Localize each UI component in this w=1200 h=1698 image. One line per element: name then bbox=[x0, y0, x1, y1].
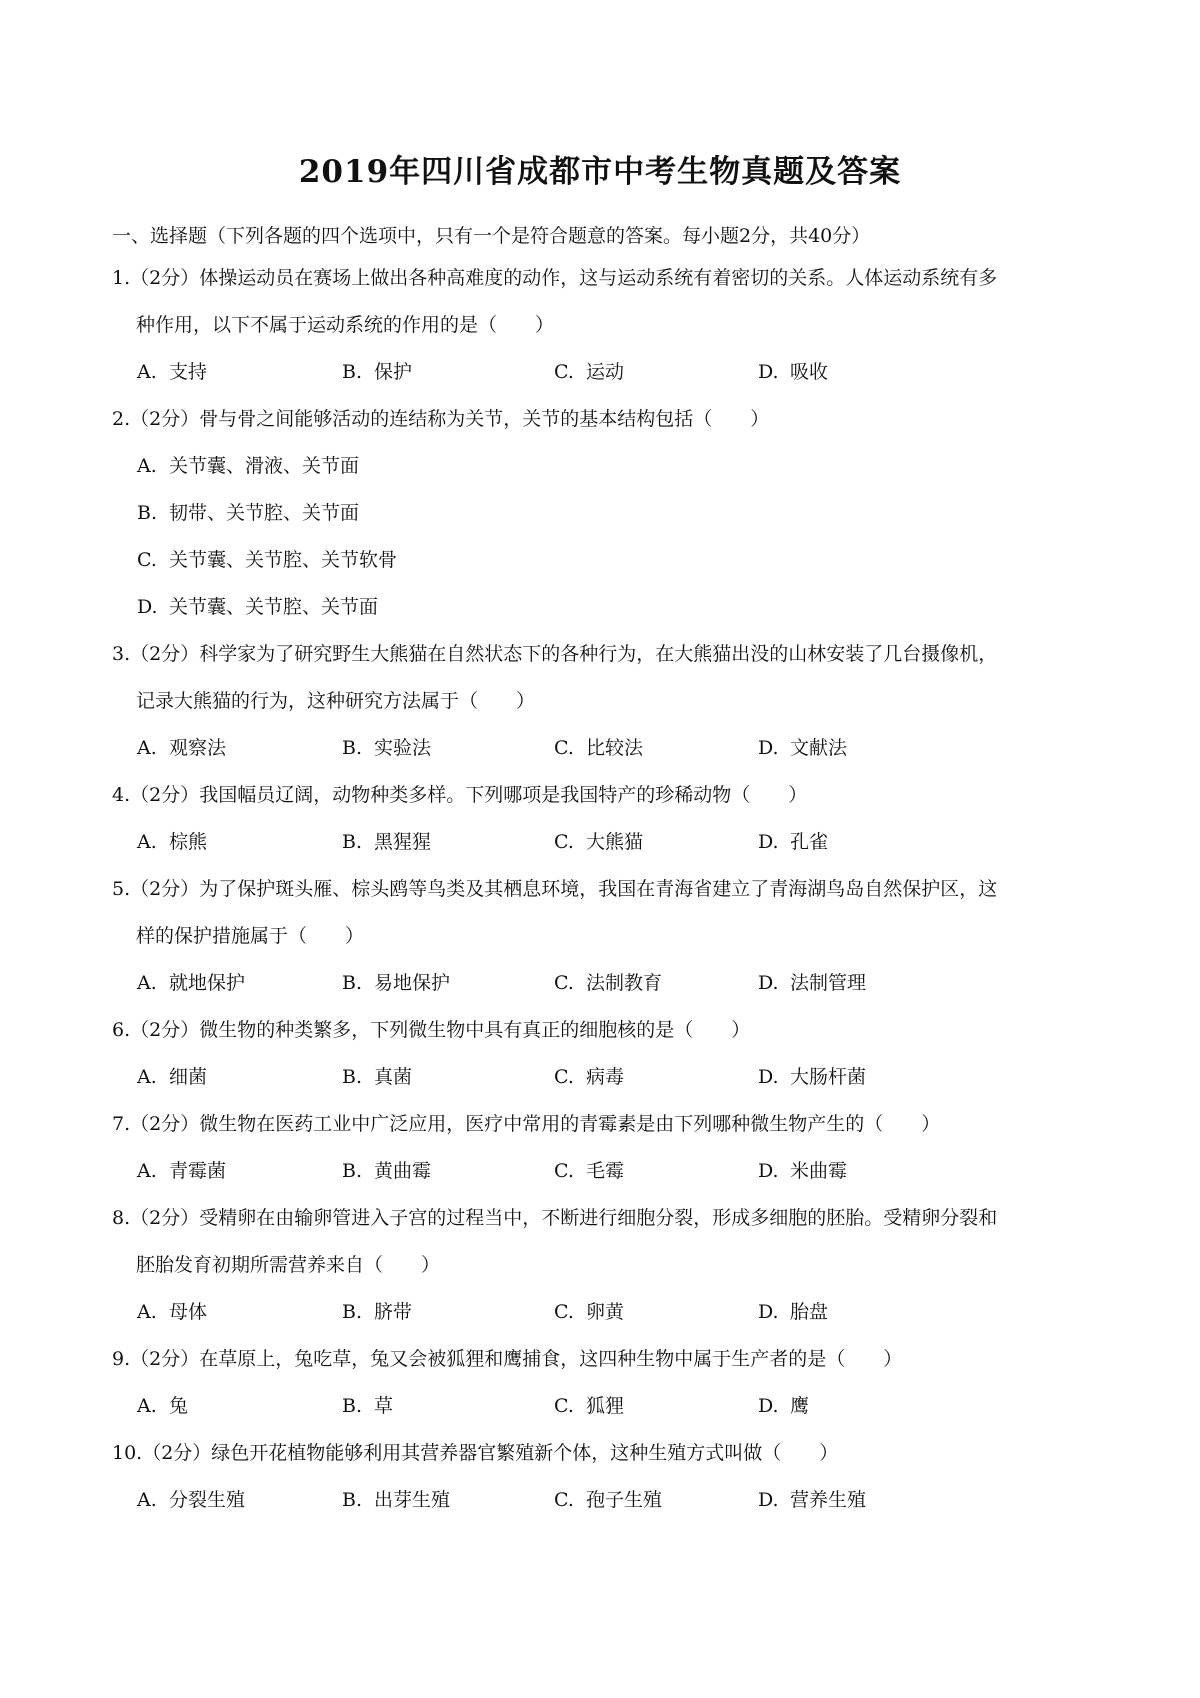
option-letter: D. bbox=[758, 1066, 779, 1088]
question-6 bbox=[112, 1016, 1112, 1110]
question-1 bbox=[112, 264, 1112, 405]
option-letter: B. bbox=[342, 1395, 363, 1417]
option-text: 观察法 bbox=[169, 737, 227, 759]
option-letter: D. bbox=[137, 596, 158, 618]
option-c bbox=[554, 1063, 624, 1091]
option-letter: C. bbox=[554, 1160, 574, 1182]
answer-options bbox=[137, 1486, 1112, 1514]
option-letter: C. bbox=[554, 1395, 574, 1417]
option-d bbox=[758, 1157, 847, 1185]
question-8 bbox=[112, 1204, 1112, 1345]
question-5 bbox=[112, 875, 1112, 1016]
option-d bbox=[758, 1486, 866, 1514]
question-stem-line: 2.（2分）骨与骨之间能够活动的连结称为关节，关节的基本结构包括（ ） bbox=[112, 408, 770, 430]
option-letter: B. bbox=[342, 361, 363, 383]
option-d bbox=[758, 1063, 866, 1091]
option-text: 卵黄 bbox=[586, 1301, 625, 1323]
option-text: 文献法 bbox=[790, 737, 848, 759]
answer-options bbox=[112, 452, 1112, 621]
question-7 bbox=[112, 1110, 1112, 1204]
option-letter: A. bbox=[137, 1301, 157, 1323]
question-stem-line: 6.（2分）微生物的种类繁多，下列微生物中具有真正的细胞核的是（ ） bbox=[112, 1019, 751, 1041]
option-c bbox=[554, 1298, 624, 1326]
option-letter: A. bbox=[137, 1066, 157, 1088]
option-b bbox=[342, 1157, 431, 1185]
option-letter: B. bbox=[342, 972, 363, 994]
option-d bbox=[758, 358, 828, 386]
option-a bbox=[137, 1157, 226, 1185]
option-b bbox=[342, 1392, 393, 1420]
answer-options bbox=[137, 358, 1112, 386]
option-text: 保护 bbox=[374, 361, 413, 383]
option-text: 母体 bbox=[169, 1301, 208, 1323]
option-text: 孢子生殖 bbox=[586, 1489, 663, 1511]
option-text: 大熊猫 bbox=[586, 831, 644, 853]
option-letter: A. bbox=[137, 361, 157, 383]
option-letter: C. bbox=[554, 1301, 574, 1323]
option-d bbox=[137, 593, 1112, 621]
option-a bbox=[137, 1063, 207, 1091]
option-letter: A. bbox=[137, 972, 157, 994]
option-text: 黑猩猩 bbox=[374, 831, 432, 853]
option-d bbox=[758, 1392, 809, 1420]
question-9 bbox=[112, 1345, 1112, 1439]
option-text: 青霉菌 bbox=[169, 1160, 227, 1182]
option-b bbox=[137, 499, 1112, 527]
answer-options bbox=[137, 1392, 1112, 1420]
answer-options bbox=[137, 1298, 1112, 1326]
question-stem-line: 5.（2分）为了保护斑头雁、棕头鸥等鸟类及其栖息环境，我国在青海省建立了青海湖鸟岛自然保护区，这 bbox=[112, 878, 998, 900]
option-text: 大肠杆菌 bbox=[790, 1066, 867, 1088]
option-text: 韧带、关节腔、关节面 bbox=[169, 502, 360, 524]
option-b bbox=[342, 734, 431, 762]
option-letter: D. bbox=[758, 361, 779, 383]
option-b bbox=[342, 1298, 412, 1326]
option-letter: D. bbox=[758, 1395, 779, 1417]
option-letter: C. bbox=[554, 972, 574, 994]
answer-options bbox=[137, 969, 1112, 997]
option-c bbox=[554, 969, 662, 997]
option-letter: B. bbox=[342, 1160, 363, 1182]
option-text: 出芽生殖 bbox=[374, 1489, 451, 1511]
option-b bbox=[342, 1063, 412, 1091]
option-c bbox=[554, 734, 643, 762]
answer-options bbox=[137, 1157, 1112, 1185]
option-a bbox=[137, 828, 207, 856]
question-3 bbox=[112, 640, 1112, 781]
question-stem-line: 种作用，以下不属于运动系统的作用的是（ ） bbox=[136, 314, 555, 336]
option-letter: D. bbox=[758, 831, 779, 853]
option-text: 关节囊、关节腔、关节面 bbox=[169, 596, 379, 618]
option-a bbox=[137, 358, 207, 386]
option-a bbox=[137, 969, 245, 997]
option-a bbox=[137, 1298, 207, 1326]
option-letter: A. bbox=[137, 831, 157, 853]
option-b bbox=[342, 1486, 450, 1514]
question-stem-line: 10.（2分）绿色开花植物能够利用其营养器官繁殖新个体，这种生殖方式叫做（ ） bbox=[112, 1442, 839, 1464]
option-letter: D. bbox=[758, 972, 779, 994]
option-letter: C. bbox=[554, 831, 574, 853]
question-4 bbox=[112, 781, 1112, 875]
option-text: 草 bbox=[374, 1395, 394, 1417]
option-letter: B. bbox=[342, 1066, 363, 1088]
option-b bbox=[342, 828, 431, 856]
question-stem-line: 3.（2分）科学家为了研究野生大熊猫在自然状态下的各种行为，在大熊猫出没的山林安装了几台摄像机， bbox=[112, 643, 998, 665]
question-stem-line: 9.（2分）在草原上，兔吃草，兔又会被狐狸和鹰捕食，这四种生物中属于生产者的是（ ） bbox=[112, 1348, 903, 1370]
option-c bbox=[137, 546, 1112, 574]
option-letter: A. bbox=[137, 1160, 157, 1182]
option-letter: D. bbox=[758, 1301, 779, 1323]
option-d bbox=[758, 969, 866, 997]
option-text: 兔 bbox=[169, 1395, 189, 1417]
answer-options bbox=[137, 1063, 1112, 1091]
option-text: 法制管理 bbox=[790, 972, 867, 994]
option-b bbox=[342, 358, 412, 386]
option-text: 吸收 bbox=[790, 361, 829, 383]
question-stem-line: 样的保护措施属于（ ） bbox=[136, 925, 365, 947]
option-d bbox=[758, 1298, 828, 1326]
option-letter: D. bbox=[758, 737, 779, 759]
option-text: 狐狸 bbox=[586, 1395, 625, 1417]
option-letter: B. bbox=[342, 831, 363, 853]
option-d bbox=[758, 734, 847, 762]
option-text: 分裂生殖 bbox=[169, 1489, 246, 1511]
option-letter: D. bbox=[758, 1489, 779, 1511]
option-text: 关节囊、关节腔、关节软骨 bbox=[169, 549, 398, 571]
option-letter: A. bbox=[137, 1395, 157, 1417]
question-stem-line: 胚胎发育初期所需营养来自（ ） bbox=[136, 1254, 441, 1276]
option-text: 就地保护 bbox=[169, 972, 246, 994]
question-stem-line: 4.（2分）我国幅员辽阔，动物种类多样。下列哪项是我国特产的珍稀动物（ ） bbox=[112, 784, 808, 806]
option-letter: B. bbox=[137, 502, 158, 524]
option-letter: A. bbox=[137, 455, 157, 477]
option-text: 营养生殖 bbox=[790, 1489, 867, 1511]
question-stem-line: 1.（2分）体操运动员在赛场上做出各种高难度的动作，这与运动系统有着密切的关系。人体运动系统有多 bbox=[112, 267, 998, 289]
option-a bbox=[137, 1392, 188, 1420]
option-text: 病毒 bbox=[586, 1066, 625, 1088]
option-a bbox=[137, 1486, 245, 1514]
option-text: 关节囊、滑液、关节面 bbox=[169, 455, 360, 477]
answer-options bbox=[137, 828, 1112, 856]
option-text: 毛霉 bbox=[586, 1160, 625, 1182]
question-stem-line: 8.（2分）受精卵在由输卵管进入子宫的过程当中，不断进行细胞分裂，形成多细胞的胚胎。受精卵分裂和 bbox=[112, 1207, 998, 1229]
question-stem-line: 7.（2分）微生物在医药工业中广泛应用，医疗中常用的青霉素是由下列哪种微生物产生的（ ） bbox=[112, 1113, 941, 1135]
option-text: 易地保护 bbox=[374, 972, 451, 994]
option-letter: C. bbox=[554, 1066, 574, 1088]
option-text: 运动 bbox=[586, 361, 625, 383]
option-text: 脐带 bbox=[374, 1301, 413, 1323]
option-letter: B. bbox=[342, 1301, 363, 1323]
option-a bbox=[137, 734, 226, 762]
option-text: 胎盘 bbox=[790, 1301, 829, 1323]
option-text: 支持 bbox=[169, 361, 208, 383]
option-c bbox=[554, 358, 624, 386]
option-c bbox=[554, 1392, 624, 1420]
option-letter: B. bbox=[342, 1489, 363, 1511]
question-list bbox=[112, 264, 1112, 1533]
section-heading: 一、选择题（下列各题的四个选项中，只有一个是符合题意的答案。每小题2分，共40分） bbox=[112, 225, 871, 247]
option-text: 米曲霉 bbox=[790, 1160, 848, 1182]
question-10 bbox=[112, 1439, 1112, 1533]
answer-options bbox=[137, 734, 1112, 762]
option-letter: A. bbox=[137, 737, 157, 759]
option-letter: C. bbox=[137, 549, 157, 571]
question-stem-line: 记录大熊猫的行为，这种研究方法属于（ ） bbox=[136, 690, 536, 712]
option-letter: C. bbox=[554, 737, 574, 759]
option-letter: A. bbox=[137, 1489, 157, 1511]
option-text: 法制教育 bbox=[586, 972, 663, 994]
option-text: 鹰 bbox=[790, 1395, 810, 1417]
option-letter: C. bbox=[554, 1489, 574, 1511]
option-text: 棕熊 bbox=[169, 831, 208, 853]
option-letter: C. bbox=[554, 361, 574, 383]
option-d bbox=[758, 828, 828, 856]
option-text: 黄曲霉 bbox=[374, 1160, 432, 1182]
option-text: 细菌 bbox=[169, 1066, 208, 1088]
option-a bbox=[137, 452, 1112, 480]
option-letter: D. bbox=[758, 1160, 779, 1182]
option-letter: B. bbox=[342, 737, 363, 759]
question-2 bbox=[112, 405, 1112, 640]
option-text: 孔雀 bbox=[790, 831, 829, 853]
page-title: 2019年四川省成都市中考生物真题及答案 bbox=[298, 154, 902, 190]
option-text: 实验法 bbox=[374, 737, 432, 759]
option-text: 比较法 bbox=[586, 737, 644, 759]
option-b bbox=[342, 969, 450, 997]
option-c bbox=[554, 1157, 624, 1185]
option-text: 真菌 bbox=[374, 1066, 413, 1088]
option-c bbox=[554, 1486, 662, 1514]
option-c bbox=[554, 828, 643, 856]
